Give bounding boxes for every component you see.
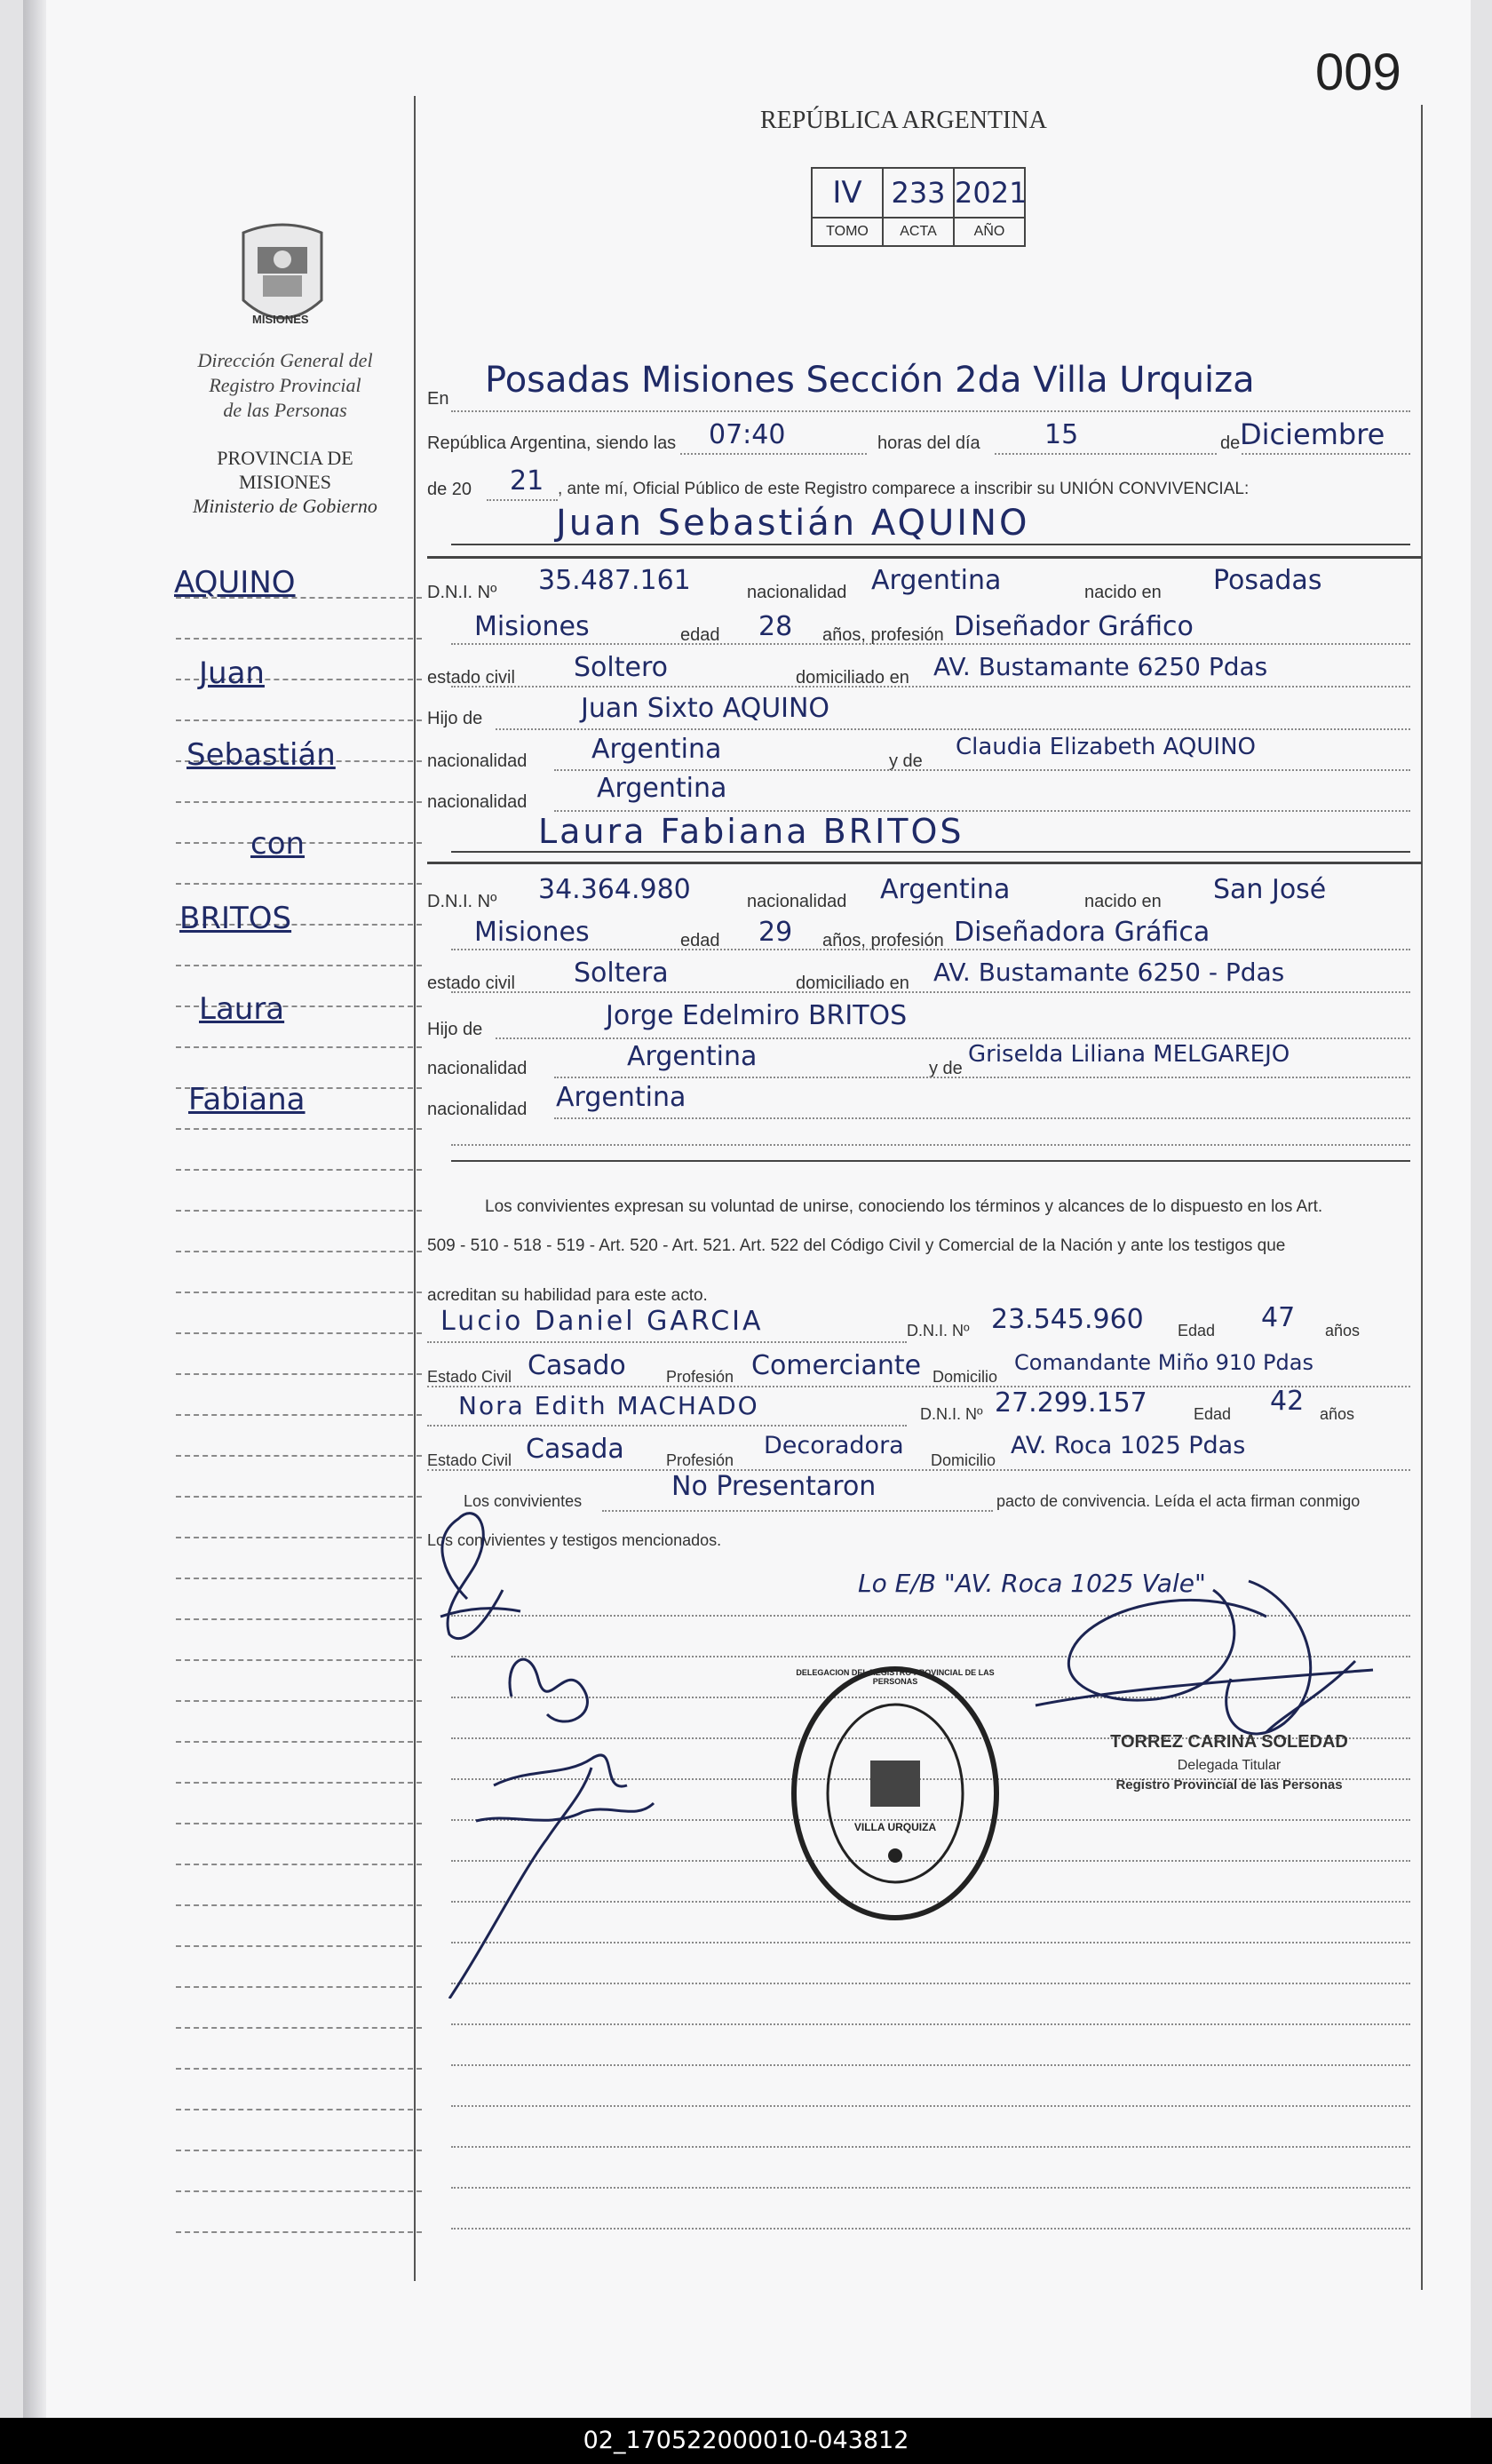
tomo-label: TOMO xyxy=(813,219,884,245)
province-name xyxy=(156,446,414,518)
person1-dni: 35.487.161 xyxy=(538,565,691,596)
person2-birthplace-2: Misiones xyxy=(474,917,590,948)
witness1-civil: Casado xyxy=(528,1350,626,1381)
margin-ruled-line xyxy=(176,1659,422,1661)
domiciliado-label-1: domiciliado en xyxy=(796,668,909,688)
ruled-line xyxy=(451,2187,1410,2189)
margin-surname-2: BRITOS xyxy=(179,901,292,936)
en-label: En xyxy=(427,389,449,409)
estado-label-2: estado civil xyxy=(427,974,515,993)
pact-tail: pacto de convivencia. Leída el acta firman conmigo xyxy=(996,1492,1361,1510)
margin-ruled-line xyxy=(176,1986,422,1988)
dni-label-w1: D.N.I. Nº xyxy=(907,1322,970,1339)
page-edge xyxy=(23,0,46,2418)
hijo-label-2: Hijo de xyxy=(427,1020,483,1039)
agreement-paragraph-3: acreditan su habilidad para este acto. xyxy=(427,1286,708,1305)
margin-ruled-line xyxy=(176,1945,422,1947)
margin-name-2a: Laura xyxy=(199,991,285,1027)
nacido-label-1: nacido en xyxy=(1084,583,1162,602)
page-number: 009 xyxy=(1315,44,1401,101)
ruled-line xyxy=(451,2228,1410,2230)
margin-ruled-line xyxy=(176,1782,422,1784)
person2-mother-nat: Argentina xyxy=(556,1082,686,1113)
institution-line: Registro Provincial xyxy=(209,374,361,396)
line xyxy=(427,1425,907,1427)
person2-mother: Griselda Liliana MELGAREJO xyxy=(968,1041,1290,1068)
ruled-line xyxy=(451,2146,1410,2148)
profesion-label-w2: Profesión xyxy=(666,1451,734,1469)
convivientes-label: Los convivientes xyxy=(464,1492,583,1510)
margin-ruled-line xyxy=(176,2068,422,2070)
line xyxy=(496,728,1410,730)
closing-text: Los convivientes y testigos mencionados. xyxy=(427,1531,722,1549)
witness2-civil: Casada xyxy=(526,1434,624,1465)
person1-mother-nat: Argentina xyxy=(597,773,727,804)
yde-label-2: y de xyxy=(929,1059,963,1078)
official-seal xyxy=(789,1665,1002,1922)
acta-label: ACTA xyxy=(884,219,955,245)
hijo-label-1: Hijo de xyxy=(427,709,483,728)
delegate-stamp xyxy=(1060,1732,1398,1792)
domicilio-label-w1: Domicilio xyxy=(932,1368,998,1386)
domicilio-label-w2: Domicilio xyxy=(931,1451,996,1469)
dni-label-w2: D.N.I. Nº xyxy=(920,1405,983,1423)
person2-name: Laura Fabiana BRITOS xyxy=(538,812,964,851)
margin-ruled-line xyxy=(176,1292,422,1293)
edad-label-1: edad xyxy=(680,625,720,645)
ruled-line xyxy=(451,2105,1410,2107)
institution-line: Dirección General del xyxy=(197,349,373,371)
line xyxy=(496,1037,1410,1039)
margin-ruled-line xyxy=(176,2231,422,2233)
nacido-label-2: nacido en xyxy=(1084,892,1162,911)
witness2-address: AV. Roca 1025 Pdas xyxy=(1011,1432,1246,1459)
acta-value: 233 xyxy=(884,169,955,217)
place-value: Posadas Misiones Sección 2da Villa Urquiza xyxy=(485,360,1255,401)
tomo-acta-box xyxy=(811,167,1026,247)
anos-prof-label-2: años, profesión xyxy=(822,931,944,950)
document-page xyxy=(23,0,1471,2418)
country-title: REPÚBLICA ARGENTINA xyxy=(760,107,1047,134)
witness2-age: 42 xyxy=(1270,1386,1305,1417)
person2-age: 29 xyxy=(758,917,793,948)
line xyxy=(451,544,1410,545)
witness2-dni: 27.299.157 xyxy=(995,1387,1147,1419)
margin-ruled-line xyxy=(176,1251,422,1252)
tomo-value: IV xyxy=(813,169,884,217)
witness1-dni: 23.545.960 xyxy=(991,1304,1144,1335)
line xyxy=(427,1386,1410,1387)
margin-name-1a: Juan xyxy=(199,656,265,691)
line xyxy=(451,410,1410,412)
margin-ruled-line xyxy=(176,2027,422,2029)
margin-ruled-line xyxy=(176,1537,422,1538)
mother-nat-label-1: nacionalidad xyxy=(427,792,528,812)
witness1-address: Comandante Miño 910 Pdas xyxy=(1014,1350,1313,1375)
person1-name: Juan Sebastián AQUINO xyxy=(556,503,1030,544)
logo-text: MISIONES xyxy=(252,313,309,326)
seal-center-text: VILLA URQUIZA xyxy=(853,1821,937,1833)
witness1-name: Lucio Daniel GARCIA xyxy=(440,1306,764,1337)
pact-value: No Presentaron xyxy=(671,1471,877,1502)
margin-ruled-line xyxy=(176,1578,422,1579)
yde-label-1: y de xyxy=(889,751,923,771)
line xyxy=(427,862,1422,864)
anio-value: 2021 xyxy=(955,176,1028,210)
seal-ring-text: DELEGACION DEL REGISTRO PROVINCIAL DE LAS PERSONAS xyxy=(796,1668,995,1686)
person2-birthplace: San José xyxy=(1213,874,1327,905)
person1-profession: Diseñador Gráfico xyxy=(954,611,1194,642)
person2-father: Jorge Edelmiro BRITOS xyxy=(606,1000,908,1031)
line xyxy=(554,769,1410,771)
line xyxy=(554,1077,1410,1078)
institution-line: de las Personas xyxy=(223,399,347,421)
witness2-name: Nora Edith MACHADO xyxy=(458,1391,759,1420)
margin-ruled-line xyxy=(176,1618,422,1620)
ruled-line xyxy=(451,2064,1410,2066)
person1-birthplace: Posadas xyxy=(1213,565,1322,596)
person2-profession: Diseñadora Gráfica xyxy=(954,917,1210,948)
time-value: 07:40 xyxy=(709,419,786,450)
person2-dni: 34.364.980 xyxy=(538,874,691,905)
anos-label-w2: años xyxy=(1320,1405,1355,1423)
person1-birthplace-2: Misiones xyxy=(474,611,590,642)
institution-name xyxy=(156,348,414,423)
margin-ruled-line xyxy=(176,1414,422,1416)
line xyxy=(451,1144,1410,1146)
margin-name-1b: Sebastián xyxy=(186,737,336,773)
line xyxy=(427,1469,1410,1471)
margin-ruled-line xyxy=(176,1864,422,1865)
agreement-paragraph-2: 509 - 510 - 518 - 519 - Art. 520 - Art. 521. Art. 522 del Código Civil y Comercial de la Nación y ante los testigos que xyxy=(427,1236,1286,1255)
mother-nat-label-2: nacionalidad xyxy=(427,1100,528,1119)
margin-ruled-line xyxy=(176,1823,422,1824)
province-line: PROVINCIA DE xyxy=(217,447,353,469)
witness2-profession: Decoradora xyxy=(764,1432,904,1459)
line xyxy=(487,499,558,501)
anos-prof-label-1: años, profesión xyxy=(822,625,944,645)
person1-nationality: Argentina xyxy=(871,565,1002,596)
province-logo xyxy=(236,222,329,336)
estado-label-w2: Estado Civil xyxy=(427,1451,512,1469)
year-label: de 20 xyxy=(427,480,472,499)
year-value: 21 xyxy=(510,465,544,497)
margin-ruled-line xyxy=(176,2190,422,2192)
line xyxy=(451,991,1410,993)
line xyxy=(554,1117,1410,1119)
nacionalidad-label-1: nacionalidad xyxy=(747,583,847,602)
estado-label-1: estado civil xyxy=(427,668,515,688)
edad-label-w2: Edad xyxy=(1194,1405,1232,1423)
stamp-line: Delegada Titular xyxy=(1177,1758,1282,1773)
margin-name-2b: Fabiana xyxy=(188,1082,306,1117)
father-nat-label-2: nacionalidad xyxy=(427,1059,528,1078)
margin-ruled-line xyxy=(176,638,422,640)
person1-father: Juan Sixto AQUINO xyxy=(581,693,830,724)
line xyxy=(427,556,1422,559)
dni-label-1: D.N.I. Nº xyxy=(427,583,497,602)
dni-label-2: D.N.I. Nº xyxy=(427,892,497,911)
margin-ruled-line xyxy=(176,719,422,721)
margin-ruled-line xyxy=(176,1496,422,1498)
margin-ruled-line xyxy=(176,2109,422,2110)
person1-mother: Claudia Elizabeth AQUINO xyxy=(956,734,1257,760)
edad-label-2: edad xyxy=(680,931,720,950)
profesion-label-w1: Profesión xyxy=(666,1368,734,1386)
nacionalidad-label-2: nacionalidad xyxy=(747,892,847,911)
estado-label-w1: Estado Civil xyxy=(427,1368,512,1386)
margin-con: con xyxy=(250,826,306,862)
ruled-line xyxy=(451,2023,1410,2025)
margin-ruled-line xyxy=(176,965,422,966)
intro-text: , ante mí, Oficial Público de este Registro comparece a inscribir su UNIÓN CONVIVENCIAL: xyxy=(558,480,1250,498)
line xyxy=(995,453,1217,455)
margin-ruled-line xyxy=(176,1455,422,1457)
anos-label-w1: años xyxy=(1325,1322,1361,1339)
person2-nationality: Argentina xyxy=(880,874,1011,905)
father-nat-label-1: nacionalidad xyxy=(427,751,528,771)
agreement-paragraph-1: Los convivientes expresan su voluntad de unirse, conociendo los términos y alcances de lo dispuesto en los Art. xyxy=(485,1197,1323,1216)
line xyxy=(451,686,1410,688)
margin-ruled-line xyxy=(176,1741,422,1743)
margin-ruled-line xyxy=(176,1904,422,1906)
margin-ruled-line xyxy=(176,2150,422,2151)
margin-ruled-line xyxy=(176,1046,422,1048)
margin-ruled-line xyxy=(176,801,422,803)
person1-address: AV. Bustamante 6250 Pdas xyxy=(933,652,1268,681)
margin-ruled-line xyxy=(176,1700,422,1702)
line xyxy=(1242,453,1410,455)
margin-surname-1: AQUINO xyxy=(174,565,296,600)
margin-ruled-line xyxy=(176,1169,422,1171)
margin-ruled-line xyxy=(176,1373,422,1375)
person1-age: 28 xyxy=(758,611,793,642)
horas-label: horas del día xyxy=(877,433,980,453)
correction-note: Lo E/B "AV. Roca 1025 Vale" xyxy=(858,1569,1206,1598)
witness1-age: 47 xyxy=(1261,1302,1296,1333)
line xyxy=(451,851,1410,853)
edad-label-w1: Edad xyxy=(1178,1322,1216,1339)
line xyxy=(427,1341,907,1343)
line xyxy=(680,453,867,455)
margin-ruled-line xyxy=(176,883,422,885)
day-value: 15 xyxy=(1044,419,1079,450)
line xyxy=(451,1160,1410,1162)
rep-label: República Argentina, siendo las xyxy=(427,433,677,453)
person2-civil: Soltera xyxy=(574,958,669,989)
ministry: Ministerio de Gobierno xyxy=(193,495,377,517)
month-value: Diciembre xyxy=(1240,417,1385,451)
de-label: de xyxy=(1220,433,1241,453)
province-line: MISIONES xyxy=(239,471,331,493)
person2-address: AV. Bustamante 6250 - Pdas xyxy=(933,958,1285,987)
person2-father-nat: Argentina xyxy=(627,1041,758,1072)
anio-label: AÑO xyxy=(973,224,1005,239)
stamp-line: TORREZ CARINA SOLEDAD xyxy=(1110,1732,1348,1752)
person1-civil: Soltero xyxy=(574,652,668,683)
domiciliado-label-2: domiciliado en xyxy=(796,974,909,993)
image-footer-id: 02_170522000010-043812 xyxy=(0,2418,1492,2464)
person1-father-nat: Argentina xyxy=(591,734,722,765)
stamp-line: Registro Provincial de las Personas xyxy=(1115,1777,1343,1792)
margin-ruled-line xyxy=(176,1332,422,1334)
witness1-profession: Comerciante xyxy=(751,1350,922,1381)
margin-ruled-line xyxy=(176,1210,422,1212)
margin-ruled-line xyxy=(176,1128,422,1130)
